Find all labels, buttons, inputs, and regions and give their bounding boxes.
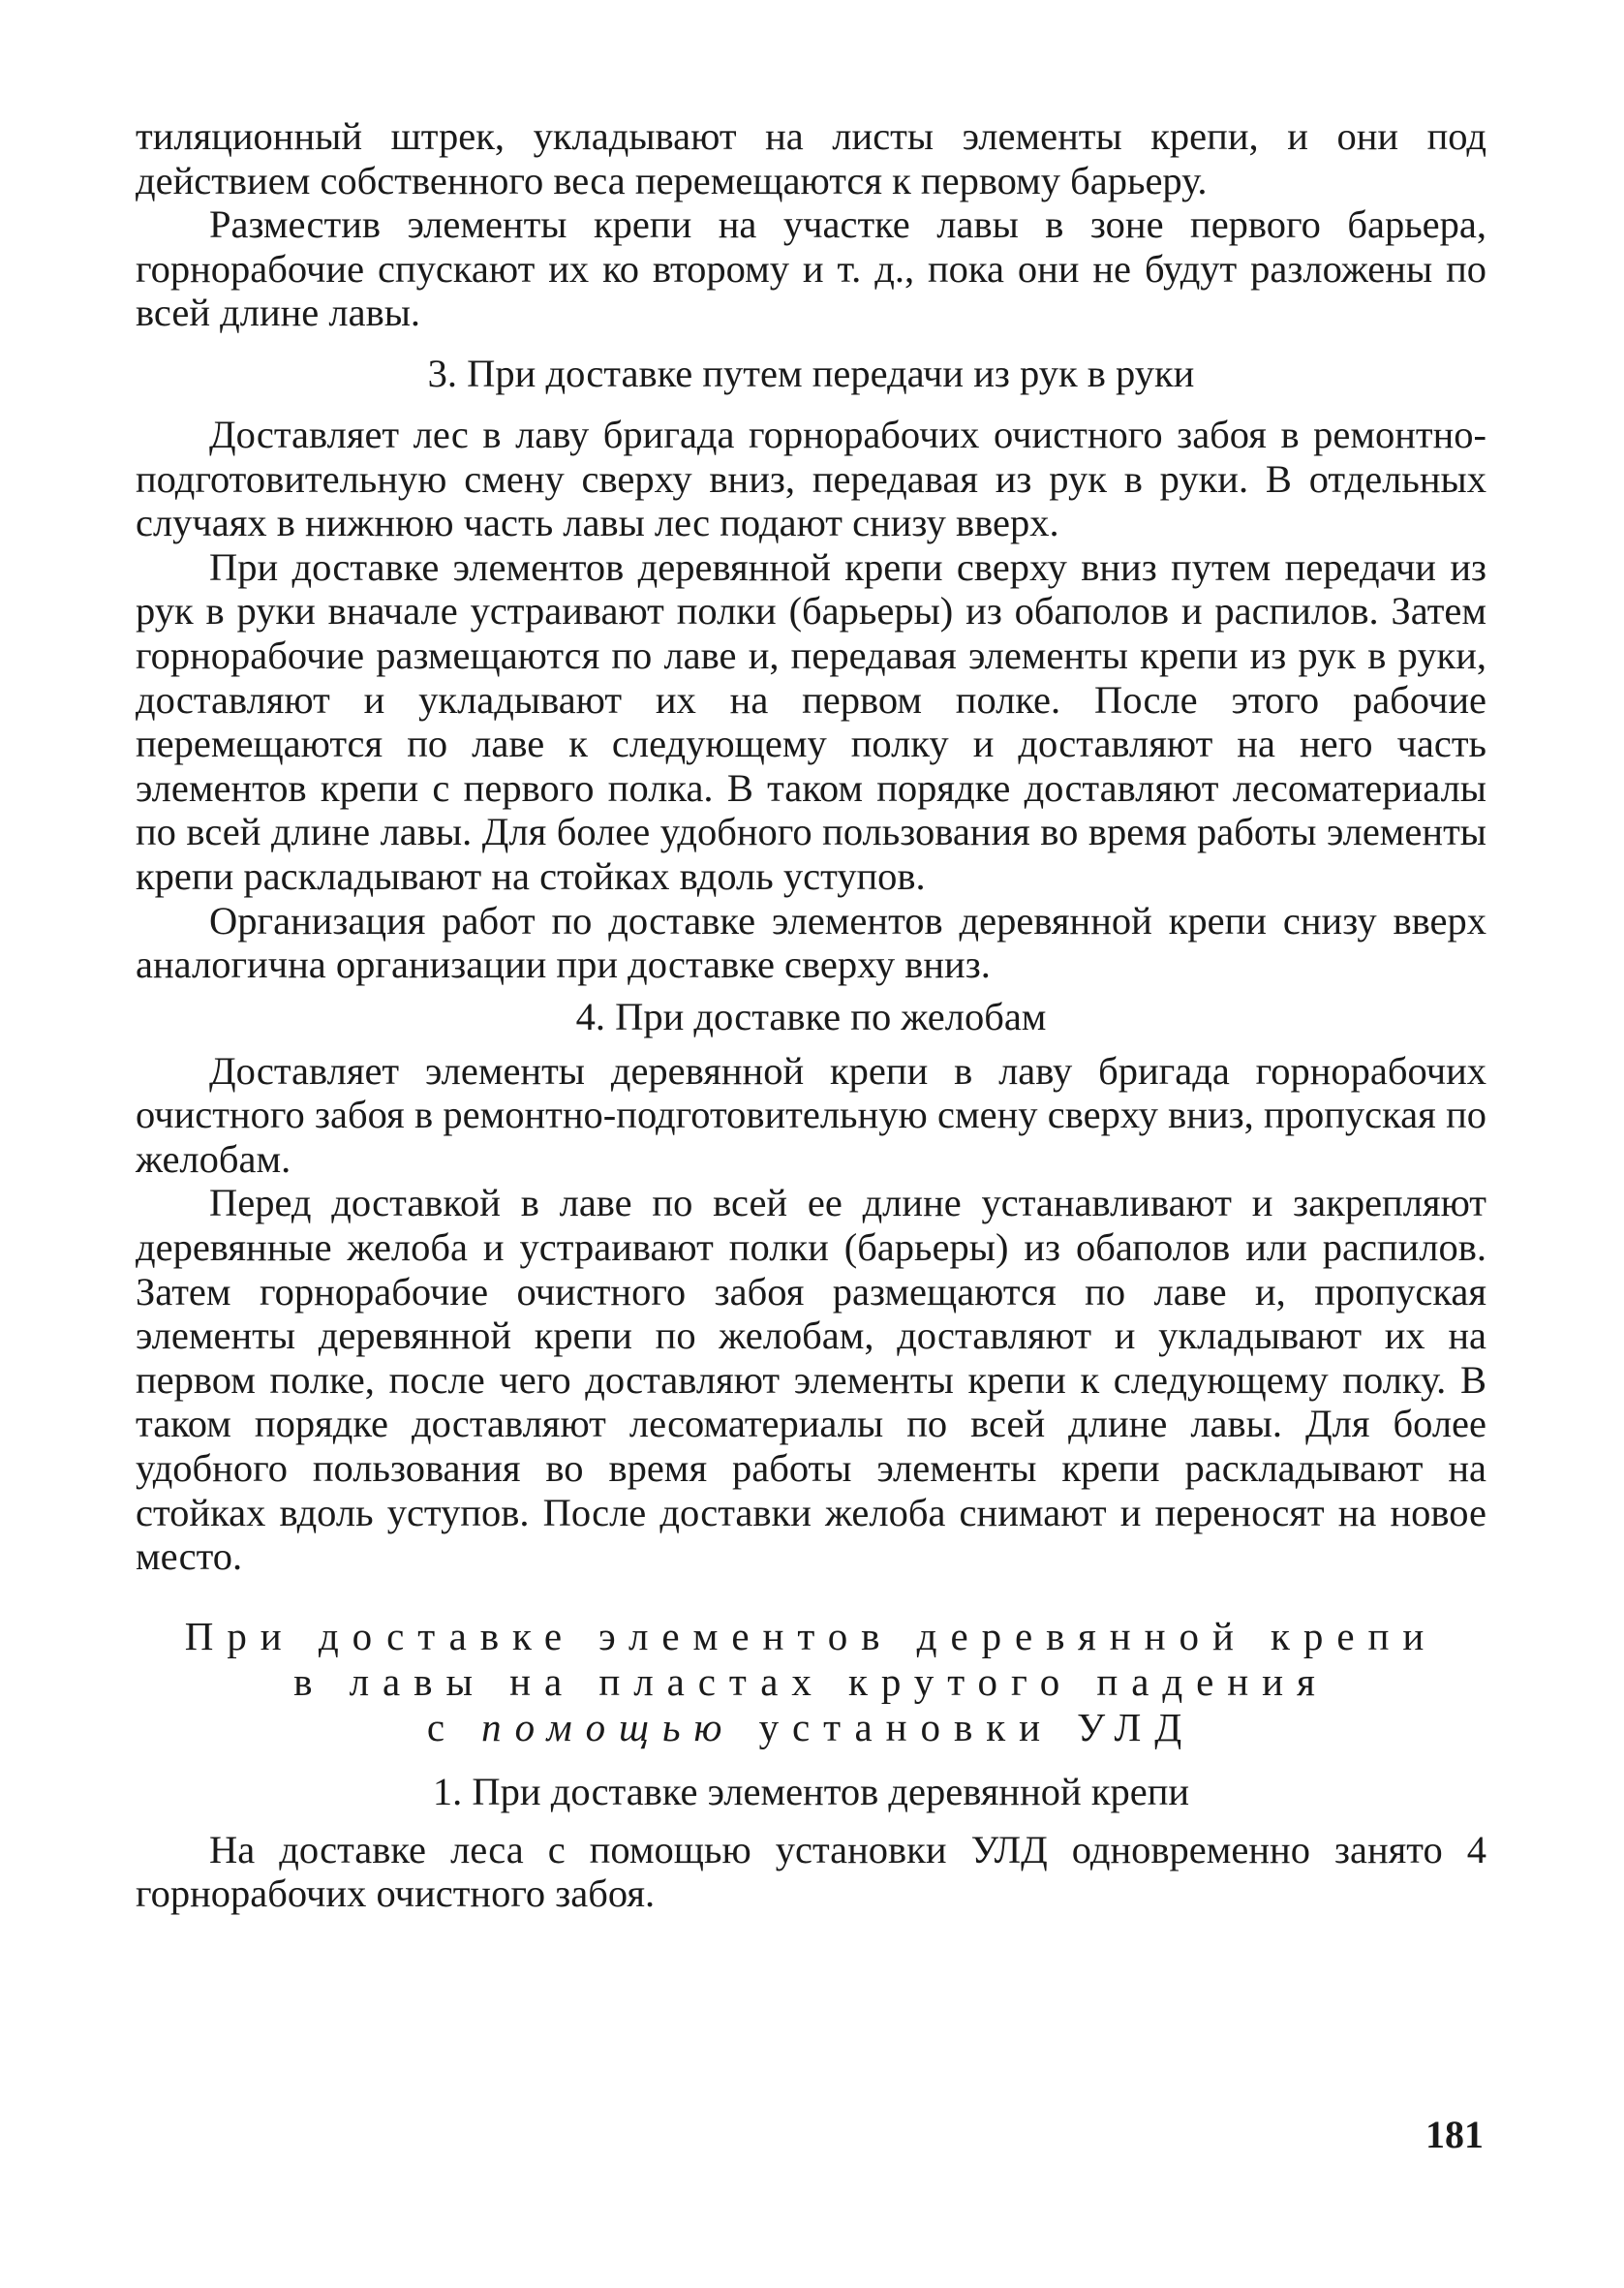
text-column: [136, 114, 1486, 1916]
page-number: 181: [1425, 2113, 1484, 2156]
paragraph-continuation: тиляционный штрек, укладывают на листы элементы крепи, и они под действием собственного веса перемещаются к первому барьеру.: [136, 114, 1486, 202]
section-heading-suffix: установки УЛД: [758, 1704, 1196, 1749]
subheading-wooden-support: 1. При доставке элементов деревянной крепи: [432, 1769, 1190, 1813]
section-heading: [136, 1614, 1486, 1750]
section-heading-line-1: При доставке элементов деревянной крепи: [184, 1613, 1438, 1658]
subheading-chutes: 4. При доставке по желобам: [575, 994, 1047, 1038]
section-heading-line-2: в лавы на пластах крутого падения: [293, 1658, 1329, 1704]
section-heading-italic: помощью: [481, 1704, 736, 1749]
paragraph-bottom-up: Организация работ по доставке элементов деревянной крепи снизу вверх аналогична организации при доставке сверху вниз.: [136, 898, 1486, 987]
paragraph-chute-delivery: Доставляет элементы деревянной крепи в лаву бригада горнорабочих очистного забоя в ремонтно-подготовительную смену сверху вниз, пропуская по желобам.: [136, 1048, 1486, 1181]
paragraph-uld-workers: На доставке леса с помощью установки УЛД одновременно занято 4 горнорабочих очистного забоя.: [136, 1827, 1486, 1916]
paragraph-hand-delivery: Доставляет лес в лаву бригада горнорабочих очистного забоя в ремонтно-подготовительную смену сверху вниз, передавая из рук в руки. В отдельных случаях в нижнюю часть лавы лес подают снизу вверх.: [136, 412, 1486, 545]
subheading-hand-to-hand: 3. При доставке путем передачи из рук в руки: [427, 351, 1195, 395]
section-heading-prefix: с: [426, 1704, 458, 1749]
paragraph-chute-procedure: Перед доставкой в лаве по всей ее длине устанавливают и закрепляют деревянные желоба и устраивают полки (барьеры) из обаполов или распилов. Затем горнорабочие очистного забоя размещаются по лаве и, пропуская элементы деревянной крепи по желобам, доставляют и укладывают их на первом полке, после чего доставляют элементы крепи к следующему полку. В таком порядке доставляют лесоматериалы по всей длине лавы. Для более удобного пользования во время работы элементы крепи раскладывают на стойках вдоль уступов. После доставки желоба снимают и переносят на новое место.: [136, 1181, 1486, 1579]
section-heading-line-3: [136, 1705, 1486, 1750]
paragraph-barrier: Разместив элементы крепи на участке лавы в зоне первого барьера, горнорабочие спускают их ко второму и т. д., пока они не будут разложены по всей длине лавы.: [136, 202, 1486, 335]
paragraph-top-down: При доставке элементов деревянной крепи сверху вниз путем передачи из рук в руки вначале устраивают полки (барьеры) из обаполов и распилов. Затем горнорабочие размещаются по лаве и, передавая элементы крепи из рук в руки, доставляют и укладывают их на первом полке. После этого рабочие перемещаются по лаве к следующему полку и доставляют на него часть элементов крепи с первого полка. В таком порядке доставляют лесоматериалы по всей длине лавы. Для более удобного пользования во время работы элементы крепи раскладывают на стойках вдоль уступов.: [136, 544, 1486, 898]
